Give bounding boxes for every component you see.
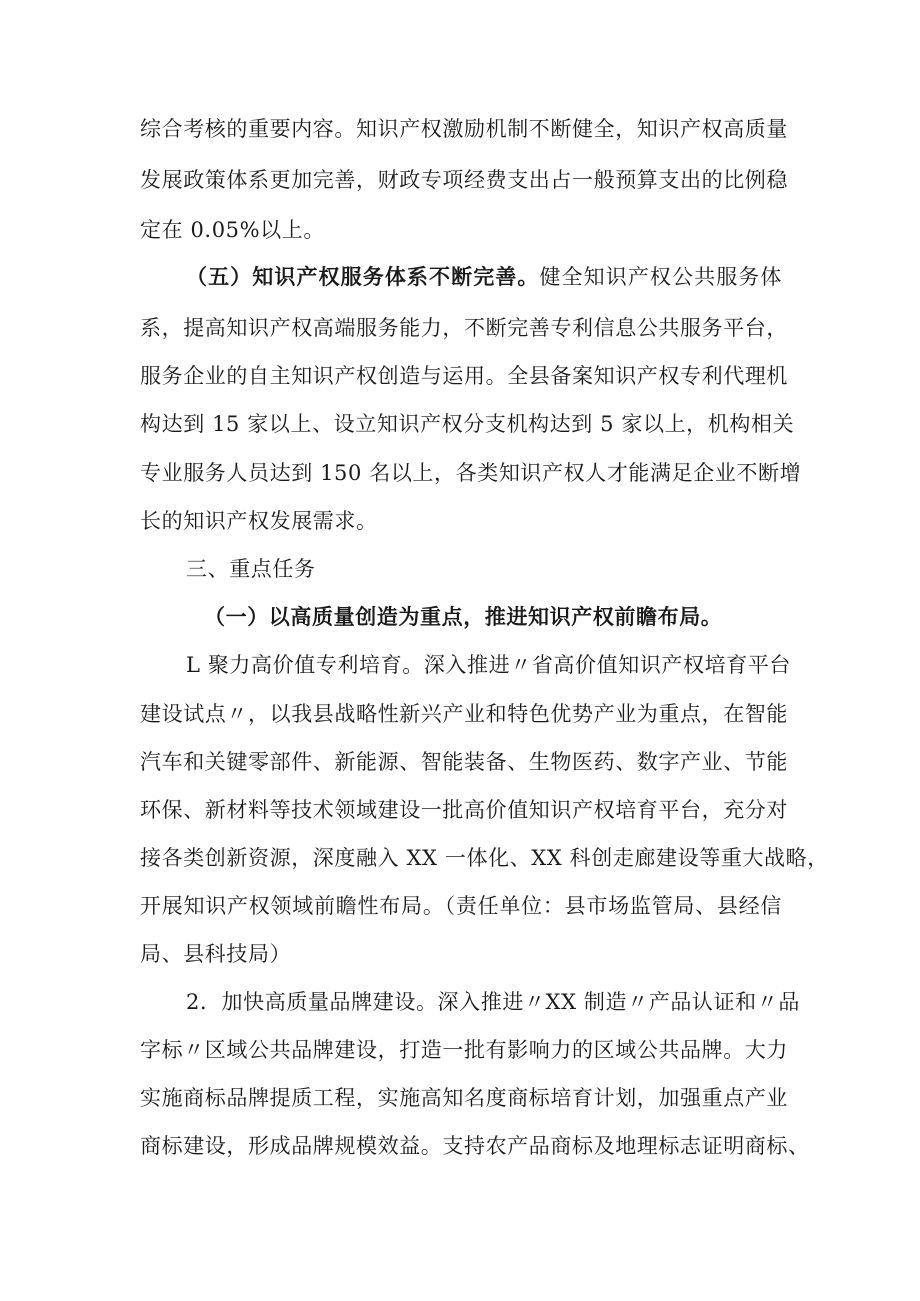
paragraph-text: 健全知识产权公共服务体 <box>539 265 782 289</box>
paragraph-line: 发展政策体系更加完善，财政专项经费支出占一般预算支出的比例稳 <box>140 168 788 192</box>
paragraph-line: 长的知识产权发展需求。 <box>140 509 378 533</box>
paragraph-line: 汽车和关键零部件、新能源、智能装备、生物医药、数字产业、节能 <box>140 750 788 774</box>
paragraph-line: 服务企业的自主知识产权创造与运用。全县备案知识产权专利代理机 <box>140 364 788 388</box>
paragraph-line: 专业服务人员达到 150 名以上，各类知识产权人才能满足企业不断增 <box>140 461 802 485</box>
paragraph-line: 定在 0.05%以上。 <box>140 218 325 242</box>
paragraph-line: 局、县科技局） <box>140 942 292 966</box>
paragraph-line: 综合考核的重要内容。知识产权激励机制不断健全，知识产权高质量 <box>140 117 788 141</box>
paragraph-line: 接各类创新资源，深度融入 XX 一体化、XX 科创走廊建设等重大战略， <box>140 846 829 870</box>
section-heading-3: 三、重点任务 <box>186 557 316 581</box>
section-heading-5-line <box>186 264 782 290</box>
paragraph-line: 实施商标品牌提质工程，实施高知名度商标培育计划，加强重点产业 <box>140 1086 788 1110</box>
paragraph-line: 构达到 15 家以上、设立知识产权分支机构达到 5 家以上，机构相关 <box>140 412 795 436</box>
subsection-heading-1: （一）以高质量创造为重点，推进知识产权前瞻布局。 <box>204 604 723 629</box>
paragraph-line: 建设试点〃，以我县战略性新兴产业和特色优势产业为重点，在智能 <box>140 702 788 726</box>
paragraph-line: 开展知识产权领域前瞻性布局。（责任单位：县市场监管局、县经信 <box>140 894 782 918</box>
section-heading-5: （五）知识产权服务体系不断完善。 <box>186 264 540 289</box>
paragraph-line: 商标建设，形成品牌规模效益。支持农产品商标及地理标志证明商标、 <box>140 1134 810 1158</box>
paragraph-line: 环保、新材料等技术领域建设一批高价值知识产权培育平台，充分对 <box>140 798 788 822</box>
paragraph-line: L 聚力高价值专利培育。深入推进〃省高价值知识产权培育平台 <box>186 653 792 677</box>
paragraph-line: 2．加快高质量品牌建设。深入推进〃XX 制造〃产品认证和〃品 <box>186 990 800 1014</box>
paragraph-line: 系，提高知识产权高端服务能力，不断完善专利信息公共服务平台， <box>140 316 788 340</box>
paragraph-line: 字标〃区域公共品牌建设，打造一批有影响力的区域公共品牌。大力 <box>140 1038 788 1062</box>
